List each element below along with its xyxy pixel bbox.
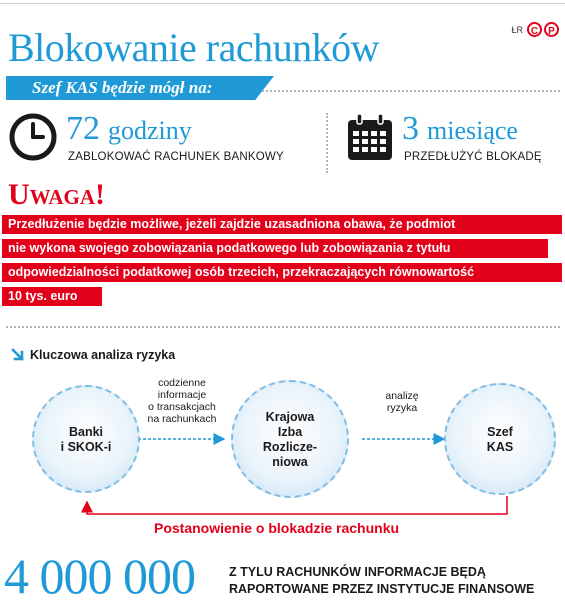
warning-title: Uwaga! [8,178,105,211]
edge-label-1-line-4: na rachunkach [147,413,217,425]
node-kir-line-4: niowa [272,455,308,469]
bottom-text-line-1: Z TYLU RACHUNKÓW INFORMACJE BĘDĄ [229,565,486,579]
node-kir-label [233,410,347,470]
author-initials: ŁR [511,24,523,35]
logo-letter-c: C [527,22,542,37]
edge-label-1-line-2: informacje [157,389,207,401]
edge-label-1-line-1: codzienne [158,377,206,389]
node-kir [231,380,349,498]
bottom-number: 4 000 000 [4,548,195,604]
node-kir-line-3: Rozlicze- [262,440,318,454]
warning-line-3: odpowiedzialności podatkowej osób trzecich, przekraczających równowartość [8,265,475,279]
stat-months-caption: PRZEDŁUŻYĆ BLOKADĘ [404,151,542,163]
edge-label-2-line-1: analizę [385,390,419,402]
stat-hours-caption: ZABLOKOWAĆ RACHUNEK BANKOWY [68,151,284,163]
node-banks-line-1: Banki [68,425,104,439]
subhead: Szef KAS będzie mógł na: [32,78,213,97]
feedback-connector [87,496,507,514]
edge-label-banks-kir [142,377,222,425]
node-banks-label [34,425,138,455]
warning-line-4: 10 tys. euro [8,289,78,303]
node-kas-label [446,425,554,455]
flow-section-title: Kluczowa analiza ryzyka [30,348,176,362]
node-kir-line-1: Krajowa [265,410,315,424]
feedback-label: Postanowienie o blokadzie rachunku [150,520,403,536]
stat-months-unit: miesiące [427,116,518,145]
stat-hours-unit: godziny [108,116,192,145]
stat-hours-number: 72 [66,110,100,147]
node-kas-line-2: KAS [486,440,514,454]
page-title: Blokowanie rachunków [8,25,380,70]
warning-line-2: nie wykona swojego zobowiązania podatkowego lub zobowiązania z tytułu [8,241,451,255]
node-kas [444,383,556,495]
edge-label-1-line-3: o transakcjach [148,401,216,413]
node-kas-line-1: Szef [487,425,513,439]
node-banks [32,385,140,493]
logo-letter-p: P [544,22,559,37]
edge-label-2-line-2: ryzyka [386,402,418,414]
stat-months-number: 3 [402,110,419,147]
node-kir-line-2: Izba [277,425,303,439]
bottom-text-line-2: RAPORTOWANE PRZEZ INSTYTUCJE FINANSOWE [229,582,535,596]
edge-label-kir-kas [362,390,442,414]
node-banks-line-2: i SKOK-i [60,440,112,454]
warning-line-1: Przedłużenie będzie możliwe, jeżeli zajdzie uzasadniona obawa, że podmiot [8,217,456,231]
